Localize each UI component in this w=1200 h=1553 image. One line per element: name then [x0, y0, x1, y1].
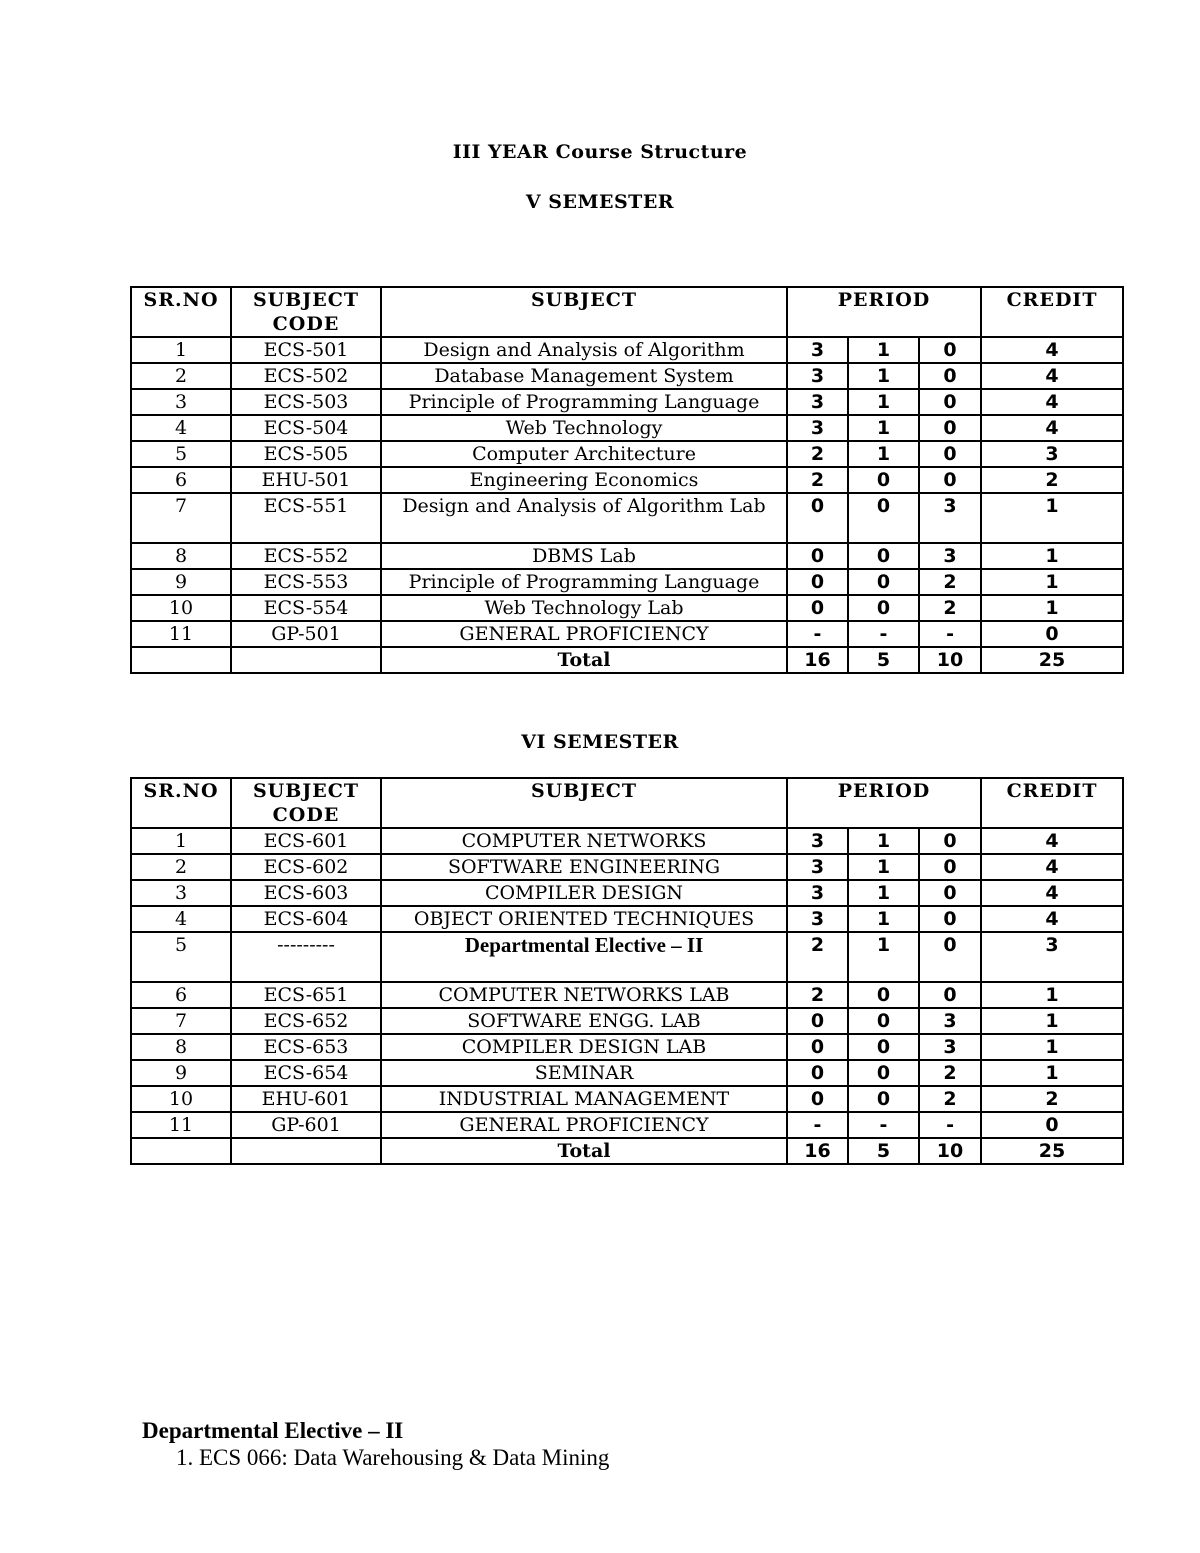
tutorial-cell: 0 — [848, 595, 919, 621]
table-row — [131, 543, 1123, 569]
sr-cell: 5 — [131, 441, 231, 467]
lecture-cell: - — [787, 621, 848, 647]
empty-cell — [231, 647, 381, 673]
sr-cell: 2 — [131, 854, 231, 880]
sr-cell: 7 — [131, 1008, 231, 1034]
lecture-cell: 3 — [787, 337, 848, 363]
lecture-cell: 3 — [787, 880, 848, 906]
total-tutorial: 5 — [848, 1138, 919, 1164]
tutorial-cell: 1 — [848, 906, 919, 932]
code-cell: ECS-553 — [231, 569, 381, 595]
tutorial-cell: 1 — [848, 880, 919, 906]
code-cell: ECS-503 — [231, 389, 381, 415]
subject-cell: Engineering Economics — [381, 467, 787, 493]
tutorial-cell: 0 — [848, 543, 919, 569]
code-cell: ECS-651 — [231, 982, 381, 1008]
sr-cell: 1 — [131, 337, 231, 363]
practical-cell: 0 — [919, 337, 981, 363]
practical-cell: 0 — [919, 415, 981, 441]
subject-cell: Web Technology Lab — [381, 595, 787, 621]
header-subject: SUBJECT — [381, 778, 787, 828]
total-practical: 10 — [919, 1138, 981, 1164]
practical-cell: - — [919, 1112, 981, 1138]
lecture-cell: 0 — [787, 543, 848, 569]
elective-item: 1. ECS 066: Data Warehousing & Data Mining — [176, 1445, 610, 1470]
table-row — [131, 415, 1123, 441]
header-period: PERIOD — [787, 287, 981, 337]
sr-cell: 1 — [131, 828, 231, 854]
sr-cell: 10 — [131, 1086, 231, 1112]
lecture-cell: - — [787, 1112, 848, 1138]
credit-cell: 4 — [981, 389, 1123, 415]
lecture-cell: 3 — [787, 906, 848, 932]
table-row — [131, 467, 1123, 493]
subject-cell: Computer Architecture — [381, 441, 787, 467]
sem5-title: V SEMESTER — [525, 191, 675, 213]
practical-cell: 0 — [919, 982, 981, 1008]
code-cell: ECS-601 — [231, 828, 381, 854]
header-code: SUBJECT CODE — [231, 287, 381, 337]
lecture-cell: 0 — [787, 1060, 848, 1086]
sem5-table — [130, 286, 1124, 674]
code-cell: ECS-654 — [231, 1060, 381, 1086]
code-cell: EHU-601 — [231, 1086, 381, 1112]
sr-cell: 9 — [131, 1060, 231, 1086]
credit-cell: 1 — [981, 595, 1123, 621]
subject-cell: OBJECT ORIENTED TECHNIQUES — [381, 906, 787, 932]
page-title: III YEAR Course Structure — [452, 141, 748, 163]
credit-cell: 4 — [981, 854, 1123, 880]
sr-cell: 10 — [131, 595, 231, 621]
sr-cell: 3 — [131, 880, 231, 906]
total-credit: 25 — [981, 647, 1123, 673]
tutorial-cell: 1 — [848, 389, 919, 415]
table-row — [131, 363, 1123, 389]
tutorial-cell: 0 — [848, 493, 919, 543]
subject-cell: GENERAL PROFICIENCY — [381, 621, 787, 647]
code-cell: ECS-551 — [231, 493, 381, 543]
subject-cell: SOFTWARE ENGINEERING — [381, 854, 787, 880]
header-credit: CREDIT — [981, 778, 1123, 828]
code-cell: ECS-652 — [231, 1008, 381, 1034]
table-row — [131, 441, 1123, 467]
practical-cell: 0 — [919, 828, 981, 854]
lecture-cell: 2 — [787, 982, 848, 1008]
sr-cell: 2 — [131, 363, 231, 389]
empty-cell — [131, 1138, 231, 1164]
code-cell: ECS-505 — [231, 441, 381, 467]
subject-cell: COMPUTER NETWORKS — [381, 828, 787, 854]
tutorial-cell: 0 — [848, 1060, 919, 1086]
lecture-cell: 3 — [787, 828, 848, 854]
credit-cell: 4 — [981, 880, 1123, 906]
code-cell: GP-601 — [231, 1112, 381, 1138]
total-tutorial: 5 — [848, 647, 919, 673]
table-row — [131, 1008, 1123, 1034]
credit-cell: 3 — [981, 932, 1123, 982]
credit-cell: 1 — [981, 1008, 1123, 1034]
header-credit: CREDIT — [981, 287, 1123, 337]
practical-cell: 0 — [919, 441, 981, 467]
subject-cell: Principle of Programming Language — [381, 569, 787, 595]
code-cell: ECS-653 — [231, 1034, 381, 1060]
practical-cell: 0 — [919, 932, 981, 982]
sr-cell: 7 — [131, 493, 231, 543]
table-row — [131, 1086, 1123, 1112]
subject-cell: Departmental Elective – II — [381, 932, 787, 982]
credit-cell: 1 — [981, 543, 1123, 569]
lecture-cell: 0 — [787, 493, 848, 543]
credit-cell: 2 — [981, 467, 1123, 493]
table-row — [131, 389, 1123, 415]
empty-cell — [131, 647, 231, 673]
lecture-cell: 2 — [787, 467, 848, 493]
practical-cell: 0 — [919, 906, 981, 932]
table-row — [131, 621, 1123, 647]
tutorial-cell: - — [848, 621, 919, 647]
table-row — [131, 493, 1123, 543]
credit-cell: 4 — [981, 906, 1123, 932]
code-cell: EHU-501 — [231, 467, 381, 493]
credit-cell: 4 — [981, 363, 1123, 389]
header-code: SUBJECT CODE — [231, 778, 381, 828]
practical-cell: 2 — [919, 569, 981, 595]
tutorial-cell: 1 — [848, 932, 919, 982]
sr-cell: 4 — [131, 415, 231, 441]
sr-cell: 11 — [131, 1112, 231, 1138]
tutorial-cell: 1 — [848, 441, 919, 467]
lecture-cell: 0 — [787, 569, 848, 595]
table-row — [131, 906, 1123, 932]
empty-cell — [231, 1138, 381, 1164]
header-period: PERIOD — [787, 778, 981, 828]
credit-cell: 2 — [981, 1086, 1123, 1112]
practical-cell: 2 — [919, 595, 981, 621]
sr-cell: 6 — [131, 982, 231, 1008]
tutorial-cell: 0 — [848, 982, 919, 1008]
sr-cell: 9 — [131, 569, 231, 595]
total-row — [131, 1138, 1123, 1164]
practical-cell: 0 — [919, 389, 981, 415]
code-cell: ECS-603 — [231, 880, 381, 906]
tutorial-cell: 1 — [848, 854, 919, 880]
subject-cell: GENERAL PROFICIENCY — [381, 1112, 787, 1138]
credit-cell: 0 — [981, 621, 1123, 647]
total-label: Total — [381, 647, 787, 673]
tutorial-cell: 1 — [848, 337, 919, 363]
subject-cell: INDUSTRIAL MANAGEMENT — [381, 1086, 787, 1112]
table-row — [131, 982, 1123, 1008]
lecture-cell: 0 — [787, 1034, 848, 1060]
table-row — [131, 337, 1123, 363]
table-row — [131, 569, 1123, 595]
sr-cell: 11 — [131, 621, 231, 647]
table-row — [131, 932, 1123, 982]
subject-cell: Web Technology — [381, 415, 787, 441]
credit-cell: 4 — [981, 828, 1123, 854]
practical-cell: 2 — [919, 1086, 981, 1112]
subject-cell: DBMS Lab — [381, 543, 787, 569]
practical-cell: 0 — [919, 854, 981, 880]
subject-cell: Design and Analysis of Algorithm Lab — [381, 493, 787, 543]
total-label: Total — [381, 1138, 787, 1164]
tutorial-cell: 0 — [848, 1034, 919, 1060]
total-row — [131, 647, 1123, 673]
code-cell: ECS-502 — [231, 363, 381, 389]
practical-cell: 0 — [919, 363, 981, 389]
subject-cell: SOFTWARE ENGG. LAB — [381, 1008, 787, 1034]
practical-cell: 0 — [919, 467, 981, 493]
table-row — [131, 1034, 1123, 1060]
practical-cell: 3 — [919, 493, 981, 543]
sem6-table — [130, 777, 1124, 1165]
credit-cell: 1 — [981, 1060, 1123, 1086]
lecture-cell: 3 — [787, 363, 848, 389]
total-practical: 10 — [919, 647, 981, 673]
code-cell: ECS-602 — [231, 854, 381, 880]
sr-cell: 5 — [131, 932, 231, 982]
code-cell: --------- — [231, 932, 381, 982]
header-srno: SR.NO — [131, 778, 231, 828]
code-cell: ECS-604 — [231, 906, 381, 932]
sr-cell: 3 — [131, 389, 231, 415]
total-lecture: 16 — [787, 1138, 848, 1164]
lecture-cell: 2 — [787, 441, 848, 467]
code-cell: ECS-504 — [231, 415, 381, 441]
sr-cell: 6 — [131, 467, 231, 493]
practical-cell: 0 — [919, 880, 981, 906]
lecture-cell: 3 — [787, 389, 848, 415]
subject-cell: COMPUTER NETWORKS LAB — [381, 982, 787, 1008]
subject-cell: COMPILER DESIGN LAB — [381, 1034, 787, 1060]
practical-cell: 3 — [919, 1034, 981, 1060]
credit-cell: 1 — [981, 982, 1123, 1008]
tutorial-cell: 0 — [848, 1086, 919, 1112]
practical-cell: 3 — [919, 543, 981, 569]
credit-cell: 1 — [981, 569, 1123, 595]
subject-cell: Database Management System — [381, 363, 787, 389]
lecture-cell: 0 — [787, 1086, 848, 1112]
code-cell: ECS-552 — [231, 543, 381, 569]
lecture-cell: 0 — [787, 1008, 848, 1034]
subject-cell: Design and Analysis of Algorithm — [381, 337, 787, 363]
table-row — [131, 828, 1123, 854]
tutorial-cell: 1 — [848, 363, 919, 389]
credit-cell: 1 — [981, 1034, 1123, 1060]
header-srno: SR.NO — [131, 287, 231, 337]
table-row — [131, 1112, 1123, 1138]
tutorial-cell: 0 — [848, 1008, 919, 1034]
lecture-cell: 0 — [787, 595, 848, 621]
subject-cell: COMPILER DESIGN — [381, 880, 787, 906]
tutorial-cell: - — [848, 1112, 919, 1138]
credit-cell: 4 — [981, 415, 1123, 441]
tutorial-cell: 0 — [848, 467, 919, 493]
code-cell: GP-501 — [231, 621, 381, 647]
total-credit: 25 — [981, 1138, 1123, 1164]
tutorial-cell: 1 — [848, 828, 919, 854]
tutorial-cell: 0 — [848, 569, 919, 595]
practical-cell: - — [919, 621, 981, 647]
elective-heading: Departmental Elective – II — [142, 1418, 404, 1443]
table-row — [131, 854, 1123, 880]
lecture-cell: 2 — [787, 932, 848, 982]
total-lecture: 16 — [787, 647, 848, 673]
sr-cell: 4 — [131, 906, 231, 932]
header-subject: SUBJECT — [381, 287, 787, 337]
credit-cell: 4 — [981, 337, 1123, 363]
practical-cell: 2 — [919, 1060, 981, 1086]
sem6-title: VI SEMESTER — [521, 731, 679, 753]
subject-cell: Principle of Programming Language — [381, 389, 787, 415]
tutorial-cell: 1 — [848, 415, 919, 441]
credit-cell: 0 — [981, 1112, 1123, 1138]
sr-cell: 8 — [131, 1034, 231, 1060]
code-cell: ECS-501 — [231, 337, 381, 363]
table-row — [131, 1060, 1123, 1086]
sr-cell: 8 — [131, 543, 231, 569]
credit-cell: 1 — [981, 493, 1123, 543]
table-row — [131, 880, 1123, 906]
credit-cell: 3 — [981, 441, 1123, 467]
lecture-cell: 3 — [787, 854, 848, 880]
practical-cell: 3 — [919, 1008, 981, 1034]
table-row — [131, 595, 1123, 621]
lecture-cell: 3 — [787, 415, 848, 441]
subject-cell: SEMINAR — [381, 1060, 787, 1086]
code-cell: ECS-554 — [231, 595, 381, 621]
